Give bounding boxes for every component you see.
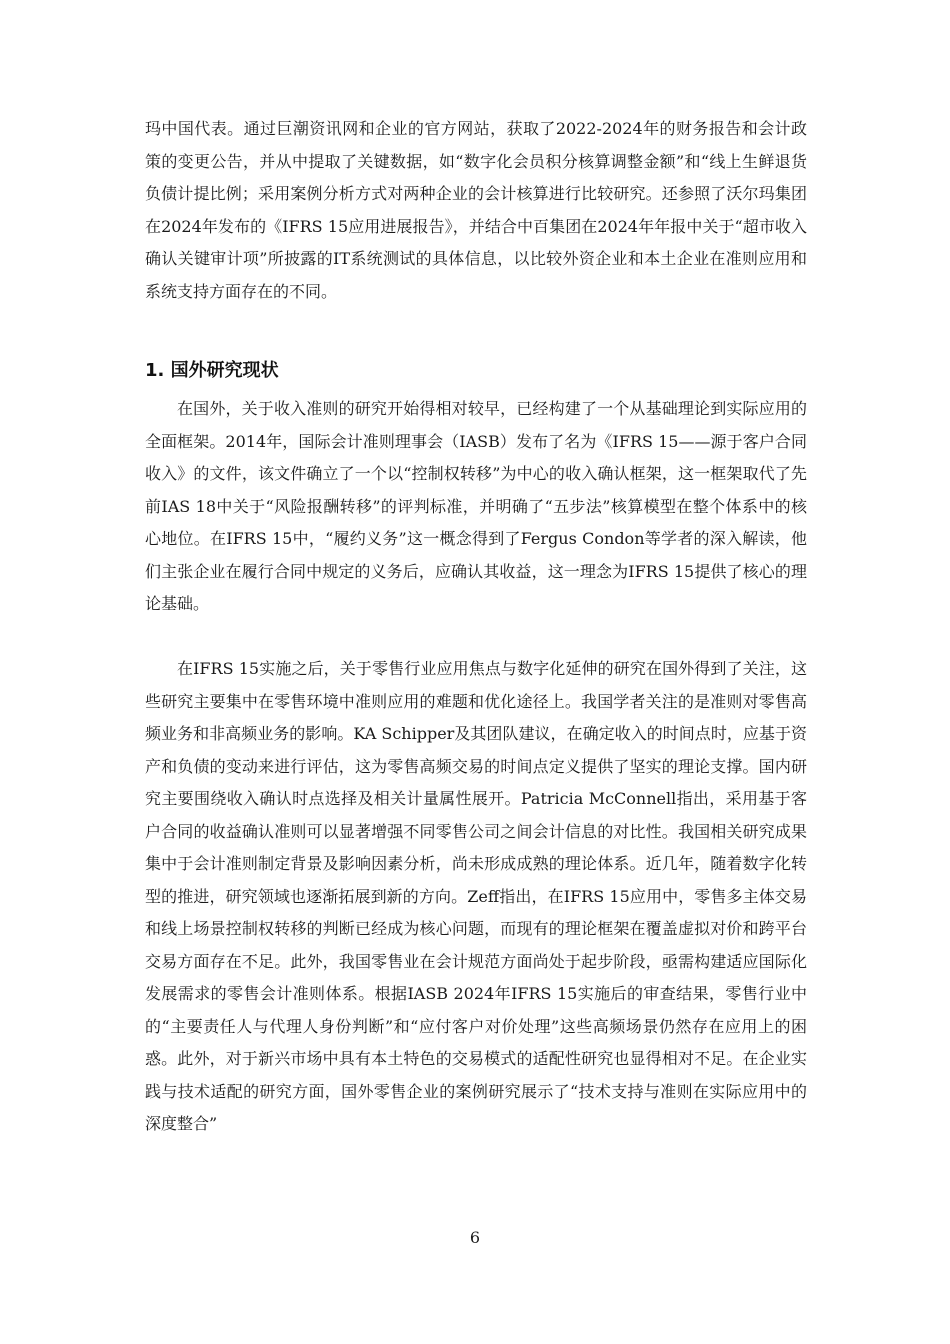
paragraph-retail-application-research: 在IFRS 15实施之后，关于零售行业应用焦点与数字化延伸的研究在国外得到了关注，这些研究主要集中在零售环境中准则应用的难题和优化途径上。我国学者关注的是准则对零售高频业务和非高频业务的影响。KA Schipper及其团队建议，在确定收入的时间点时，应基于资产和负债的变动来进行评估，这为零售高频交易的时间点定义提供了坚实的理论支撑。国内研究主要围绕收入确认时点选择及相关计量属性展开。Patricia McConnell指出，采用基于客户合同的收益确认准则可以显著增强不同零售公司之间会计信息的对比性。我国相关研究成果集中于会计准则制定背景及影响因素分析，尚未形成成熟的理论体系。近几年，随着数字化转型的推进，研究领域也逐渐拓展到新的方向。Zeff指出，在IFRS 15应用中，零售多主体交易和线上场景控制权转移的判断已经成为核心问题，而现有的理论框架在覆盖虚拟对价和跨平台交易方面存在不足。此外，我国零售业在会计规范方面尚处于起步阶段，亟需构建适应国际化发展需求的零售会计准则体系。根据IASB 2024年IFRS 15实施后的审查结果，零售行业中的“主要责任人与代理人身份判断”和“应付客户对价处理”这些高频场景仍然存在应用上的困惑。此外，对于新兴市场中具有本土特色的交易模式的适配性研究也显得相对不足。在企业实践与技术适配的研究方面，国外零售企业的案例研究展示了“技术支持与准则在实际应用中的深度整合” xyxy=(145,659,807,1133)
section-heading: 1. 国外研究现状 xyxy=(145,360,279,381)
continued-paragraph: 玛中国代表。通过巨潮资讯网和企业的官方网站，获取了2022-2024年的财务报告和会计政策的变更公告，并从中提取了关键数据，如“数字化会员积分核算调整金额”和“线上生鲜退货负债计提比例；采用案例分析方式对两种企业的会计核算进行比较研究。还参照了沃尔玛集团在2024年发布的《IFRS 15应用进展报告》，并结合中百集团在2024年年报中关于“超市收入确认关键审计项”所披露的IT系统测试的具体信息，以比较外资企业和本土企业在准则应用和系统支持方面存在的不同。 xyxy=(145,119,807,301)
page-number: 6 xyxy=(469,1228,481,1247)
paragraph-foreign-research-overview: 在国外，关于收入准则的研究开始得相对较早，已经构建了一个从基础理论到实际应用的全面框架。2014年，国际会计准则理事会（IASB）发布了名为《IFRS 15——源于客户合同收入》的文件，该文件确立了一个以“控制权转移”为中心的收入确认框架，这一框架取代了先前IAS 18中关于“风险报酬转移”的评判标准，并明确了“五步法”核算模型在整个体系中的核心地位。在IFRS 15中，“履约义务”这一概念得到了Fergus Condon等学者的深入解读，他们主张企业在履行合同中规定的义务后，应确认其收益，这一理念为IFRS 15提供了核心的理论基础。 xyxy=(145,399,807,613)
